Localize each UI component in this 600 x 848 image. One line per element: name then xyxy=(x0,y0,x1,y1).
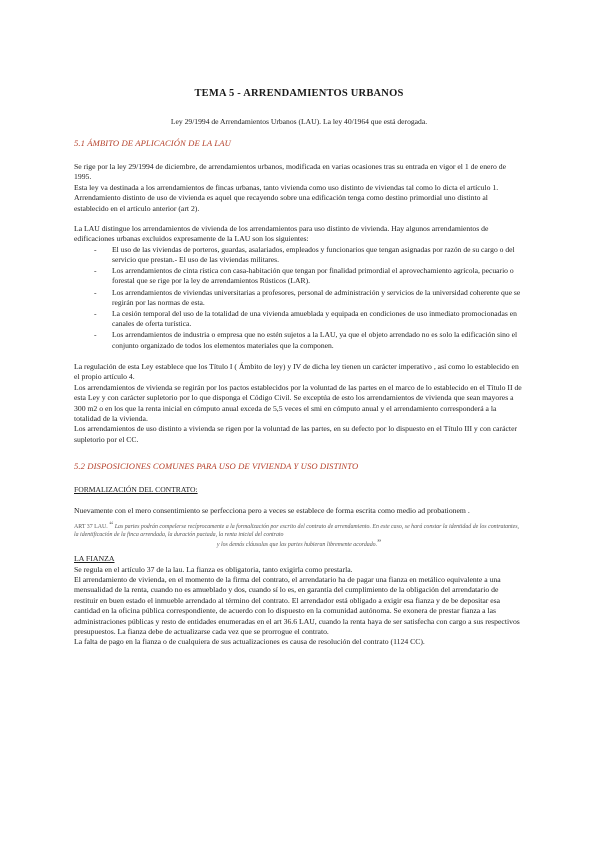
subheading-formalizacion: FORMALIZACIÓN DEL CONTRATO: xyxy=(74,485,198,495)
subheading-fianza: LA FIANZA xyxy=(74,553,115,563)
list-item: - Los arrendamientos de industria o empresa que no estén sujetos a la LAU, ya que el objeto arrendado no es solo la edificación sino el conjunto organizado de todos los elementos materiales que la componen. xyxy=(112,330,524,350)
list-item: - Los arrendamientos de cinta rística con casa-habitación que tengan por finalidad primordial el aprovechamiento agrícola, pecuario o forestal que se rige por la ley de arrendamientos Rústicos (LAR). xyxy=(112,266,524,286)
page-title: TEMA 5 - ARRENDAMIENTOS URBANOS xyxy=(194,88,404,99)
quote-text: Las partes podrán compelerse recíprocamente a la formalización por escrito del contrato de arrendamiento. En este caso, se hará constar la identidad de los contratantes, la identificación de la finca arrendada, la duración pactada, la renta inicial del contrato xyxy=(74,523,519,538)
paragraph: Los arrendamientos de vivienda se regirán por los pactos establecidos por la voluntad de las partes en el marco de lo establecido en el Título II de esta Ley y con carácter supletorio por lo que disponga el Código Civil. Se exceptúa de esto los arrendamientos de vivienda que sean mayores a 300 m2 o en los que la renta inicial en cómputo anual exceda de 5,5 veces el smi en cómputo anual y el arrendamiento corresponderá a la totalidad de la vivienda. xyxy=(74,382,522,423)
list-item: - La cesión temporal del uso de la totalidad de una vivienda amueblada y equipada en condiciones de uso inmediato promocionadas en canales de oferta turística. xyxy=(112,309,524,329)
quote-text-end: y los demás cláusulas que las partes hubieran libremente acordado. xyxy=(216,541,378,548)
exclusions-list xyxy=(74,245,524,351)
paragraph: Se rige por la ley 29/1994 de diciembre, de arrendamientos urbanos, modificada en varias ocasiones tras su entrada en vigor el 1 de enero de 1995. xyxy=(74,162,507,182)
legal-quote xyxy=(74,521,524,549)
list-item: - Los arrendamientos de viviendas universitarias a profesores, personal de administración y servicios de la universidad coherente que se regirán por las normas de esta. xyxy=(112,288,524,308)
paragraph: Nuevamente con el mero consentimiento se perfecciona pero a veces se establece de forma escrita como medio ad probationem . xyxy=(74,506,470,516)
paragraph: La falta de pago en la fianza o de cualquiera de sus actualizaciones es causa de resolución del contrato (1124 CC). xyxy=(74,637,425,647)
paragraph: La regulación de esta Ley establece que los Título I ( Ámbito de ley) y IV de dicha ley tienen un carácter imperativo , así como lo establecido en el propio artículo 4. xyxy=(74,361,519,382)
quote-open-mark: “ xyxy=(109,519,114,530)
quote-reference: ART 37 LAU. xyxy=(74,523,108,530)
law-reference: Ley 29/1994 de Arrendamientos Urbanos (LAU). La ley 40/1964 que está derogada. xyxy=(170,117,428,126)
paragraph: Esta ley va destinada a los arrendamientos de fincas urbanas, tanto vivienda como uso distinto de viviendas tal como lo dicta el artículo 1. Arrendamiento distinto de uso de vivienda es aquel que recayendo sobre una edificación tenga como destino primordial uno distinto al establecido en el artículo anterior (art 2). xyxy=(74,182,499,213)
paragraph: El arrendamiento de vivienda, en el momento de la firma del contrato, el arrendatario ha de pagar una fianza en metálico equivalente a una mensualidad de la renta, cuando no es amueblado y dos, cuando sí lo es, en garantía del cumplimiento de la obligación del arrendatario de restituir en buen estado el inmueble arrendado al término del contrato. El arrendador está obligado a exigir esa fianza y de be depositar esa cantidad en la oficina pública correspondiente, de acuerdo con lo dispuesto en la comunidad autónoma. Se exonera de prestar fianza a las administraciones públicas y resto de entidades enumeradas en el art 36.6 LAU, cuando la renta haya de ser satisfecha con cargo a sus respectivos presupuestos. La fianza debe de actualizarse cada vez que se prorrogue el contrato. xyxy=(74,574,520,636)
section-heading-5-1: 5.1 ÁMBITO DE APLICACIÓN DE LA LAU xyxy=(74,138,231,148)
paragraph: Los arrendamientos de uso distinto a vivienda se rigen por la voluntad de las partes, en su defecto por lo dispuesto en el Título III y con carácter supletorio por el CC. xyxy=(74,424,518,444)
list-item: - El uso de las viviendas de porteros, guardas, asalariados, empleados y funcionarios que tengan asignadas por razón de su cargo o del servicio que prestan.- El uso de las viviendas militares. xyxy=(112,245,524,265)
quote-close-mark: ” xyxy=(377,537,382,548)
section-heading-5-2: 5.2 DISPOSICIONES COMUNES PARA USO DE VIVIENDA Y USO DISTINTO xyxy=(74,461,359,472)
paragraph: La LAU distingue los arrendamientos de vivienda de los arrendamientos para uso distinto de vivienda. Hay algunos arrendamientos de edificaciones urbanas excluidos expresamente de la LAU son los siguientes: xyxy=(74,224,489,244)
paragraph: Se regula en el artículo 37 de la lau. La fianza es obligatoria, tanto exigirla como prestarla. xyxy=(74,564,353,574)
